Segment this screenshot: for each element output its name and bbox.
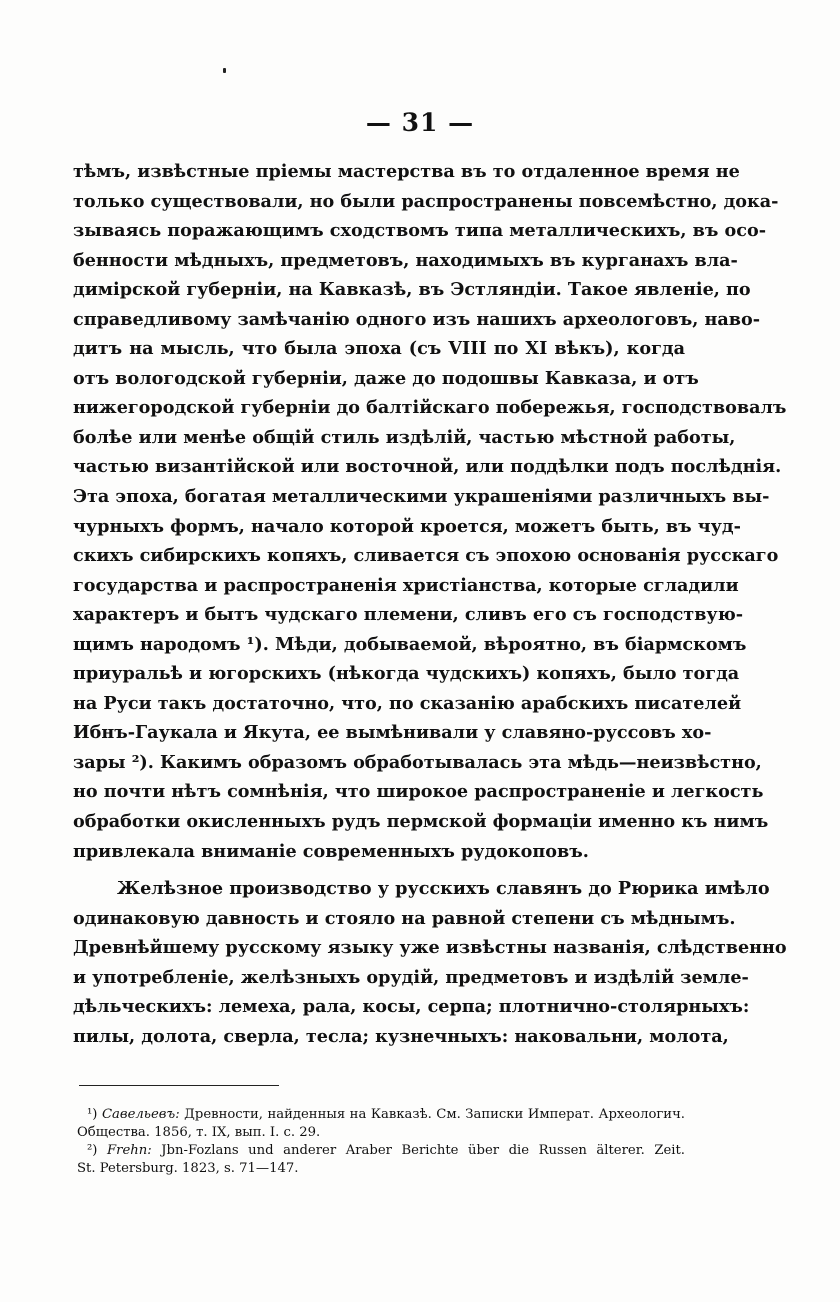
footnote-text: Jbn-Fozlans und anderer Araber Berichte über die Russen älterer. Zeit. [161, 1143, 685, 1158]
footnote-text: Древности, найденныя на Кавказѣ. См. Записки Императ. Археологич. [184, 1107, 685, 1122]
paragraph-1 [73, 157, 787, 866]
text-line: дѣльческихъ: лемеха, рала, косы, серпа; плотнично-столярныхъ: [73, 996, 750, 1018]
footnotes [77, 1106, 685, 1178]
text-line: пилы, долота, сверла, тесла; кузнечныхъ: наковальни, молота, [73, 1025, 729, 1047]
text-line: и употребленіе, желѣзныхъ орудій, предметовъ и издѣлій земле- [73, 966, 749, 988]
text-line: приуральѣ и югорскихъ (нѣкогда чудскихъ) копяхъ, было тогда [73, 663, 740, 685]
footnote-2 [77, 1142, 685, 1160]
ink-speck [223, 68, 226, 73]
text-line: но почти нѣтъ сомнѣнія, что широкое распространеніе и легкость [73, 781, 764, 803]
text-line: щимъ народомъ ¹). Мѣди, добываемой, вѣроятно, въ біармскомъ [73, 633, 747, 655]
footnote-text: Общества. 1856, т. IX, вып. I. с. 29. [77, 1125, 321, 1140]
text-line: Эта эпоха, богатая металлическими украшеніями различныхъ вы- [73, 486, 770, 508]
footnote-author: Савельевъ: [101, 1107, 180, 1122]
footnote-text: St. Petersburg. 1823, s. 71—147. [77, 1161, 299, 1176]
text-line: болѣе или менѣе общій стиль издѣлій, частью мѣстной работы, [73, 426, 736, 448]
footnote-marker: ¹) [87, 1107, 98, 1122]
text-line: на Руси такъ достаточно, что, по сказанію арабскихъ писателей [73, 692, 742, 714]
text-line: дитъ на мысль, что была эпоха (съ VIII по XI вѣкъ), когда [73, 338, 685, 360]
text-line: чурныхъ формъ, начало которой кроется, можетъ быть, въ чуд- [73, 515, 741, 537]
footnote-marker: ²) [87, 1143, 98, 1158]
text-line: бенности мѣдныхъ, предметовъ, находимыхъ въ курганахъ вла- [73, 249, 738, 271]
text-line: только существовали, но были распространены повсемѣстно, дока- [73, 190, 779, 212]
text-line: тѣмъ, извѣстные пріемы мастерства въ то отдаленное время не [73, 161, 740, 182]
footnote-1 [77, 1106, 685, 1124]
body-text [73, 157, 787, 1051]
text-line: привлекала вниманіе современныхъ рудокоповъ. [73, 840, 589, 862]
footnote-author: Frehn: [107, 1143, 152, 1158]
page-number: — 31 — [365, 108, 475, 137]
text-line: зываясь поражающимъ сходствомъ типа металлическихъ, въ осо- [73, 220, 767, 242]
footnote-divider [79, 1085, 279, 1086]
text-line: государства и распространенія христіанства, которые сгладили [73, 574, 739, 596]
text-line: отъ вологодской губерніи, даже до подошвы Кавказа, и отъ [73, 367, 699, 389]
text-line: нижегородской губерніи до балтійскаго побережья, господствовалъ [73, 397, 787, 419]
text-line: обработки окисленныхъ рудъ пермской формаціи именно къ нимъ [73, 811, 769, 833]
paragraph-2 [73, 874, 787, 1051]
text-line: Древнѣйшему русскому языку уже извѣстны названія, слѣдственно [73, 937, 787, 959]
text-line: зары ²). Какимъ образомъ обработывалась эта мѣдь—неизвѣстно, [73, 751, 762, 773]
text-line: одинаковую давность и стояло на равной степени съ мѣднымъ. [73, 907, 736, 929]
text-line: димірской губерніи, на Кавказѣ, въ Эстляндіи. Такое явленіе, по [73, 279, 751, 301]
text-line: Ибнъ-Гаукала и Якута, ее вымѣнивали у славяно-руссовъ хо- [73, 722, 712, 744]
text-line: частью византійской или восточной, или поддѣлки подъ послѣднія. [73, 456, 782, 478]
text-line: справедливому замѣчанію одного изъ нашихъ археологовъ, наво- [73, 308, 761, 330]
text-line: Желѣзное производство у русскихъ славянъ до Рюрика имѣло [117, 878, 770, 900]
text-line: скихъ сибирскихъ копяхъ, сливается съ эпохою основанія русскаго [73, 545, 779, 567]
paragraph-gap [73, 866, 685, 874]
text-line: характеръ и бытъ чудскаго племени, сливъ его съ господствую- [73, 604, 744, 626]
